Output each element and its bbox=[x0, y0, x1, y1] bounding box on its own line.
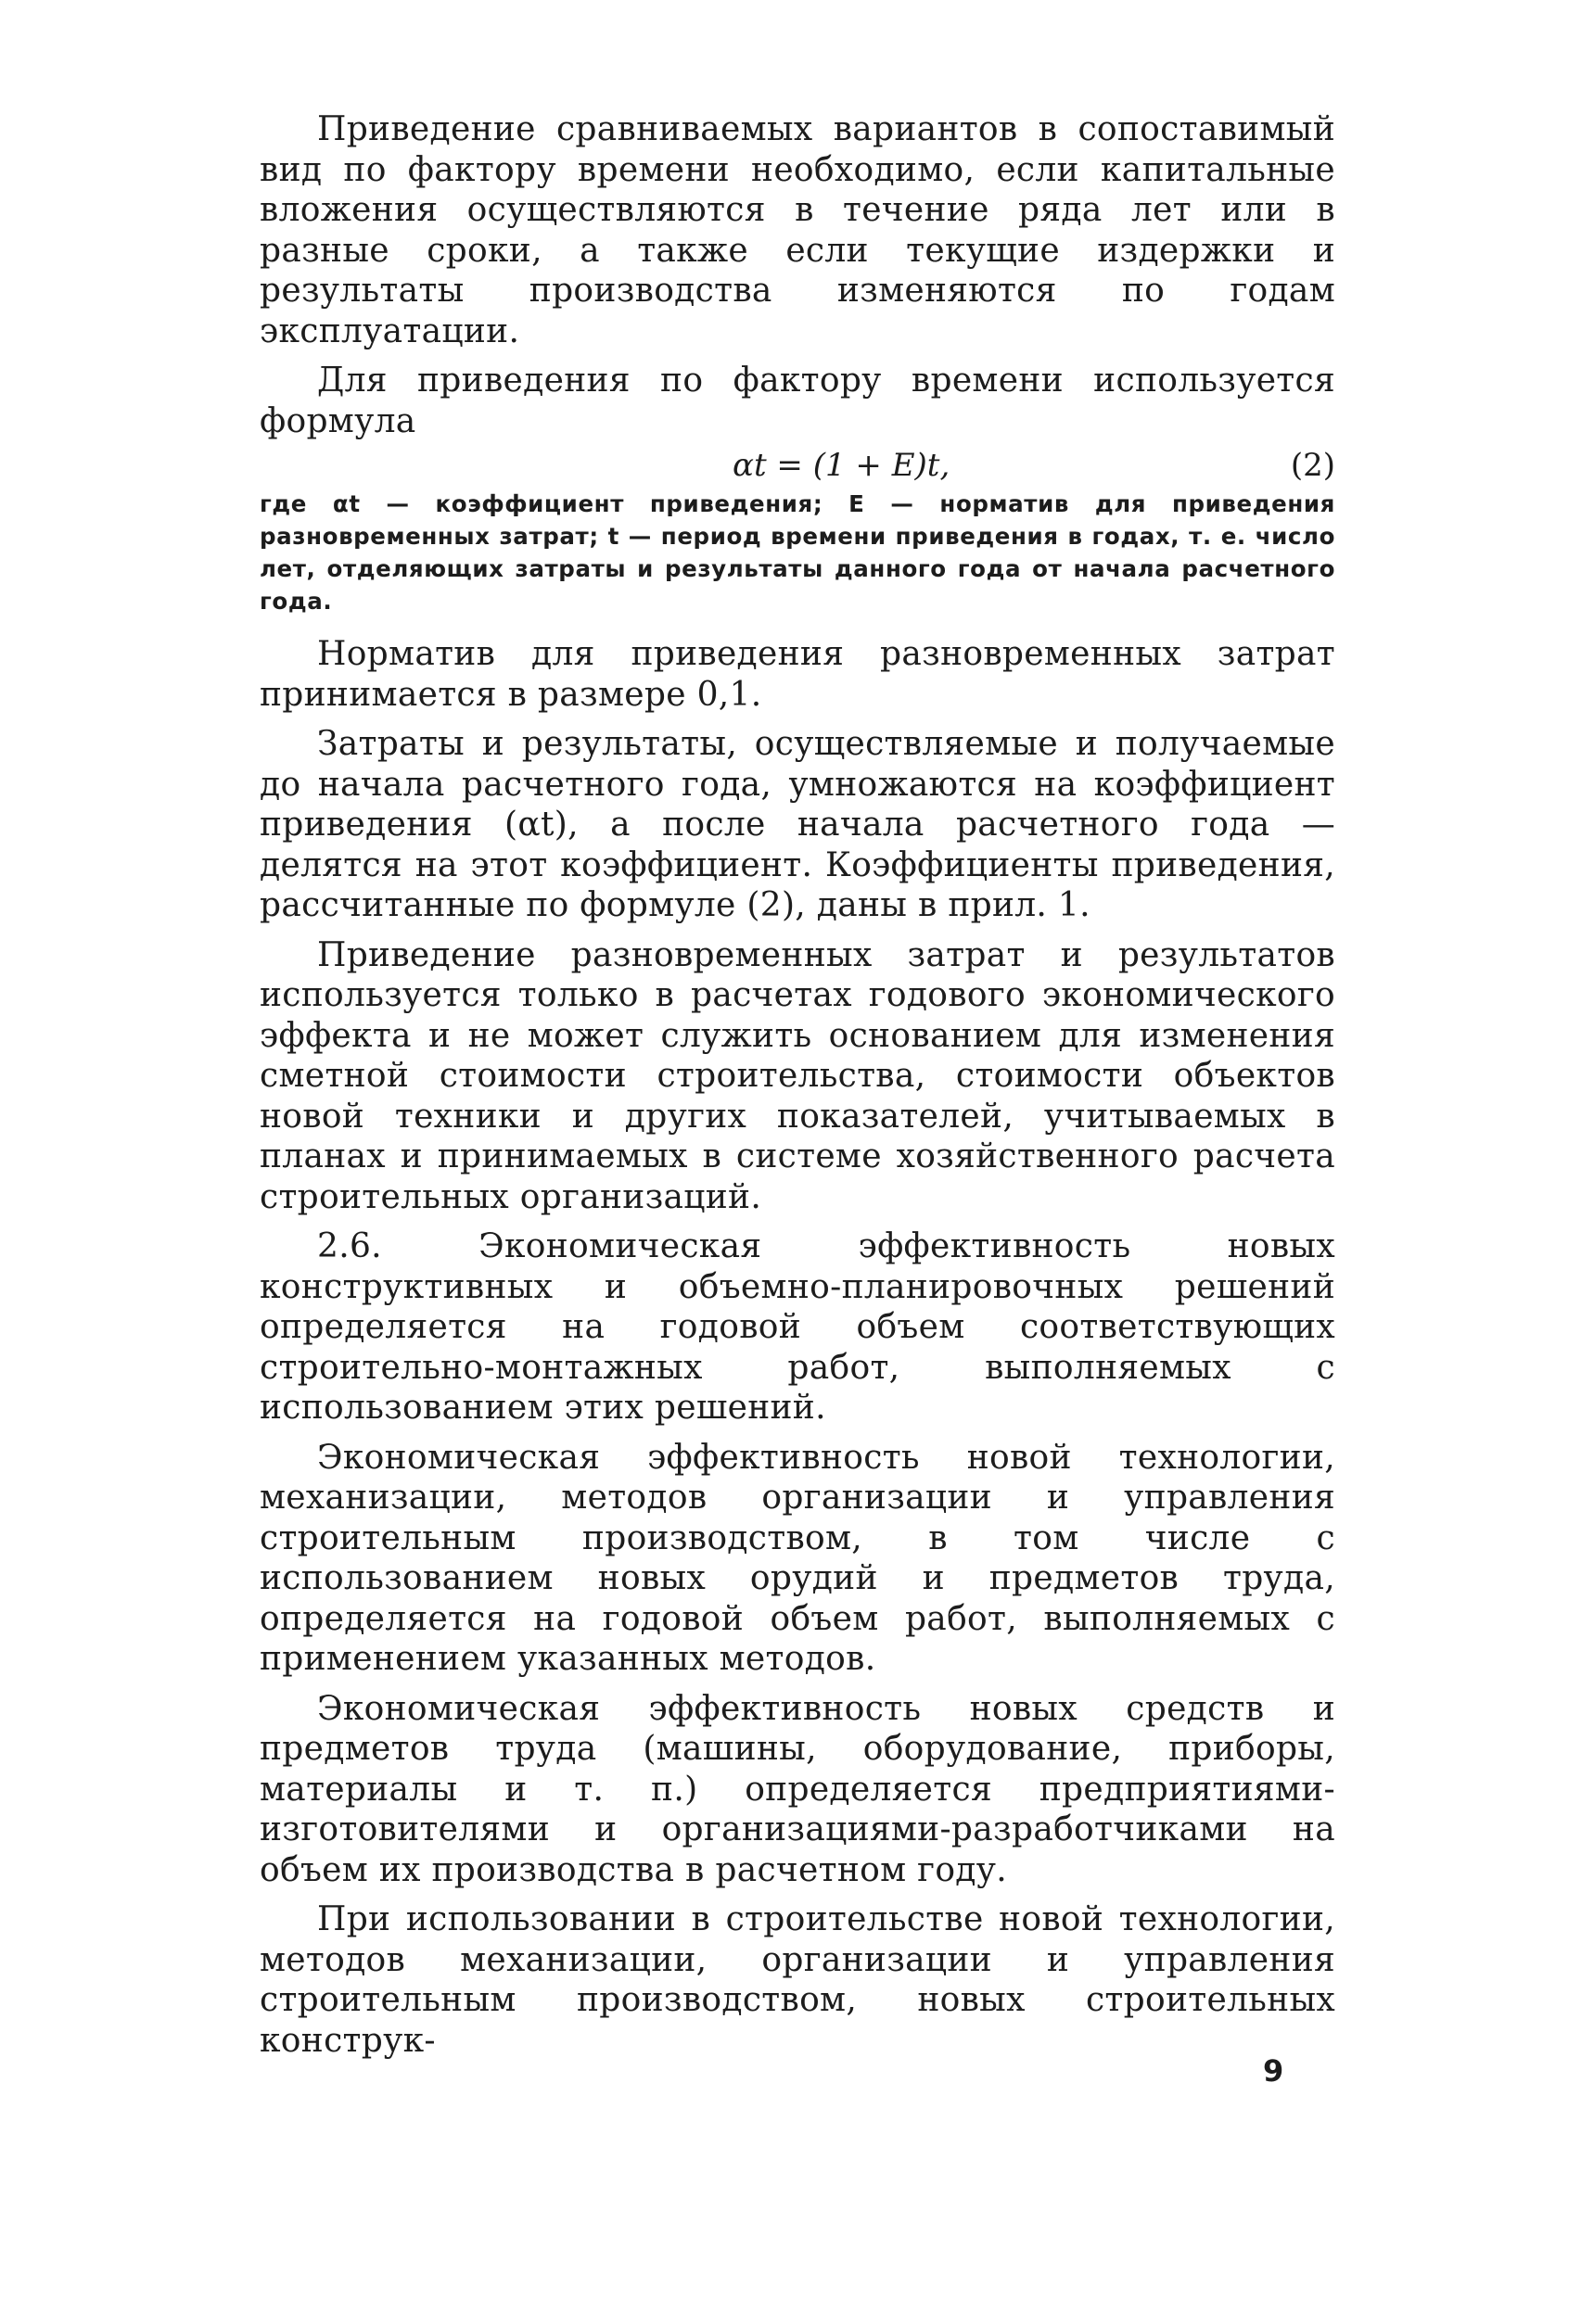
page-number: 9 bbox=[1263, 2053, 1284, 2089]
paragraph-construction: При использовании в строительстве новой технологии, методов механизации, организации и управления строительным производством, новых строительных конструк- bbox=[260, 1900, 1335, 2060]
paragraph-technology: Экономическая эффективность новой технологии, механизации, методов организации и управления строительным производством, в том числе с использованием новых орудий и предметов труда, определяется на годовой объем работ, выполняемых с применением указанных методов. bbox=[260, 1438, 1335, 1678]
paragraph-means-of-labor: Экономическая эффективность новых средств и предметов труда (машины, оборудование, приборы, материалы и т. п.) определяется предприятиями-изготовителями и организациями-разработчиками на объем их производства в расчетном году. bbox=[260, 1689, 1335, 1889]
paragraph-normative: Норматив для приведения разновременных затрат принимается в размере 0,1. bbox=[260, 635, 1335, 714]
formula-line bbox=[260, 445, 1335, 486]
formula-legend: где αt — коэффициент приведения; E — норматив для приведения разновременных затрат; t — период времени приведения в годах, т. е. число лет, отделяющих затраты и результаты данного года от начала расчетного года. bbox=[260, 490, 1335, 615]
paragraph-usage: Приведение разновременных затрат и результатов используется только в расчетах годового экономического эффекта и не может служить основанием для изменения сметной стоимости строительства, стоимости объектов новой техники и других показателей, учитываемых в планах и принимаемых в системе хозяйственного расчета строительных организаций. bbox=[260, 935, 1335, 1216]
document-page bbox=[260, 109, 1335, 2061]
paragraph-formula-intro: Для приведения по фактору времени используется формула bbox=[260, 362, 1335, 440]
paragraph-costs-results: Затраты и результаты, осуществляемые и получаемые до начала расчетного года, умножаются на коэффициент приведения (αt), а после начала расчетного года — делятся на этот коэффициент. Коэффициенты приведения, рассчитанные по формуле (2), даны в прил. 1. bbox=[260, 725, 1335, 924]
paragraph-time-factor: Приведение сравниваемых вариантов в сопоставимый вид по фактору времени необходимо, если капитальные вложения осуществляются в течение ряда лет или в разные сроки, а также если текущие издержки и результаты производства изменяются по годам эксплуатации. bbox=[260, 110, 1335, 350]
formula-number: (2) bbox=[1290, 447, 1335, 484]
formula: αt = (1 + E)t, bbox=[733, 447, 950, 484]
paragraph-section-2-6: 2.6. Экономическая эффективность новых конструктивных и объемно-планировочных решений определяется на годовой объем соответствующих строительно-монтажных работ, выполняемых с использованием этих решений. bbox=[260, 1227, 1335, 1427]
